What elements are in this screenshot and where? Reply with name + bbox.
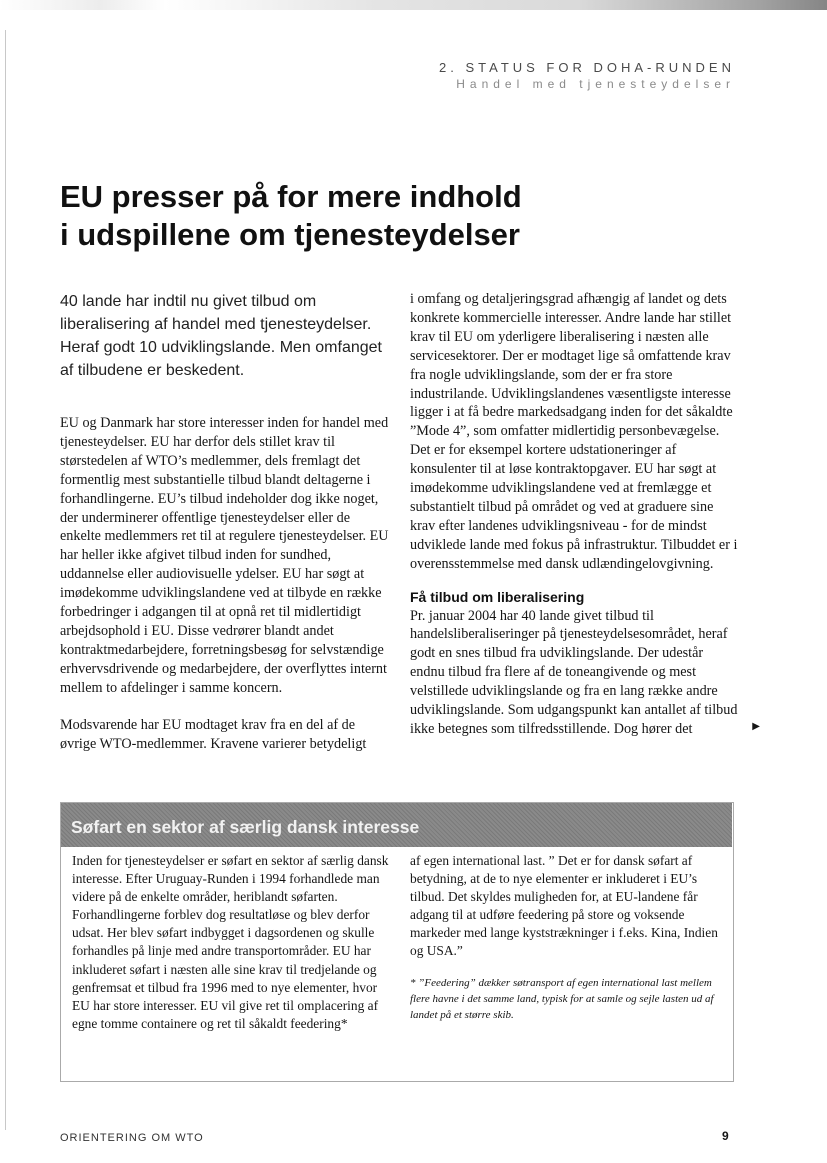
footnote: * ”Feedering” dækker søtransport af egen international last mellem flere havne i det samme land, typisk for at samle og sejle lasten ud af landet på et større skib. — [410, 976, 714, 1021]
box-column-right — [410, 852, 728, 1034]
margin-rule — [5, 30, 6, 1130]
box-paragraph-1: Inden for tjenesteydelser er søfart en sektor af særlig dansk interesse. Efter Uruguay-Runden i 1994 forhandlede man videre på de enkelte områder, heriblandt søfarten. Forhandlingerne forblev dog resultatløse og blev derfor udsat. Her blev søfart indbygget i dagsordenen og skulle forhandles på linje med andre transportområder. EU har inkluderet søfart i næsten alle sine krav til tredjelande og genfremsat et tilbud fra 1996 med to nye elementer, hvor EU har store interesser. EU vil give ret til omplacering af egne tomme containere og ret til såkaldt feedering* — [72, 853, 389, 1031]
title-line-2: i udspillene om tjenesteydelser — [60, 217, 520, 252]
body-paragraph-2: Modsvarende har EU modtaget krav fra en del af de øvrige WTO-medlemmer. Kravene varierer betydeligt — [60, 716, 367, 752]
article-title — [60, 178, 740, 254]
sidebar-box-header — [61, 803, 732, 847]
subheading: Få tilbud om liberalisering — [410, 588, 585, 605]
chapter-label: 2. STATUS FOR DOHA-RUNDEN — [439, 60, 735, 75]
scan-edge — [0, 0, 827, 10]
body-paragraph-3: i omfang og detaljeringsgrad afhængig af landet og dets konkrete kommercielle interesser. Andre lande har stillet krav til EU om yderligere liberalisering i næsten alle servicesektorer. Der er modtaget lige så omfattende krav fra nogle udviklingslande, som der er fra store industrilande. Udviklingslandenes væsentligste interesse ligger i at få bedre markedsadgang inden for det såkaldte ”Mode 4”, som omfatter midlertidig personbevægelse. Det er for eksempel kortere udstationeringer af konsulenter til at løse kontraktopgaver. EU har søgt at imødekomme udviklingslandene ved at fremlægge et substantielt tilbud på området og ved at graduere sine krav efter landenes udviklingsniveau - for de mindst udviklede lande med fokus på infrastruktur. Tilbuddet er i overensstemmelse med dansk udlændingelovgivning. — [410, 291, 738, 572]
section-label: Handel med tjenesteydelser — [456, 77, 735, 91]
column-right — [410, 290, 760, 739]
body-paragraph-1: EU og Danmark har store interesser inden for handel med tjenesteydelser. EU har derfor dels stillet krav til størstedelen af WTO’s medlemmer, dels fremlagt det formentlig mest substantielle tilbud blandt deltagerne i forhandlingerne. EU’s tilbud indeholder dog ikke noget, der underminerer offentlige tjenesteydelser eller de enkelte medlemmers ret til at regulere tjenesteydelser. EU har heller ikke afgivet tilbud inden for sundhed, uddannelse eller audiovisuelle ydelser. EU har søgt at imødekomme udviklingslandene ved at tilbyde en række forbedringer i adgangen til at opnå ret til midlertidigt arbejdsophold i EU. Disse vedrører blandt andet kontraktmedarbejdere, forretningsbesøg for selvstændige erhvervsdrivende og medarbejdere, der overflyttes internt mellem to afdelinger i samme koncern. — [60, 415, 389, 696]
lead-paragraph: 40 lande har indtil nu givet tilbud om liberalisering af handel med tjenesteydelser. Heraf godt 10 udviklingslande. Men omfanget af tilbudene er beskedent. — [60, 293, 382, 379]
body-paragraph-4: Pr. januar 2004 har 40 lande givet tilbud til handelsliberaliseringer på tjenesteydelsesområdet, heraf godt en snes tilbud fra udviklingslande. Der udestår endnu tilbud fra flere af de toneangivende og mest velstillede udviklingslande og fra en lang række andre udviklingslande. Som udgangspunkt kan antallet af tilbud ikke betegnes som tilfredsstillende. Dog hører det — [410, 607, 738, 737]
page-number: 9 — [722, 1129, 729, 1143]
continue-arrow-icon: ▶ — [752, 720, 760, 732]
publication-name: ORIENTERING OM WTO — [60, 1132, 204, 1144]
box-column-left — [72, 852, 390, 1033]
running-header — [439, 60, 735, 91]
box-paragraph-2: af egen international last. ” Det er for dansk søfart af betydning, at de to nye elementer er inkluderet i EU’s tilbud. Det skyldes muligheden for, at EU-landene får adgang til at udføre feedering på store og voksende markeder med lange kyststrækninger i f.eks. Kina, Indien og USA.” — [410, 853, 718, 959]
column-left — [60, 290, 390, 753]
sidebar-box-title: Søfart en sektor af særlig dansk interesse — [71, 817, 420, 837]
title-line-1: EU presser på for mere indhold — [60, 179, 522, 214]
